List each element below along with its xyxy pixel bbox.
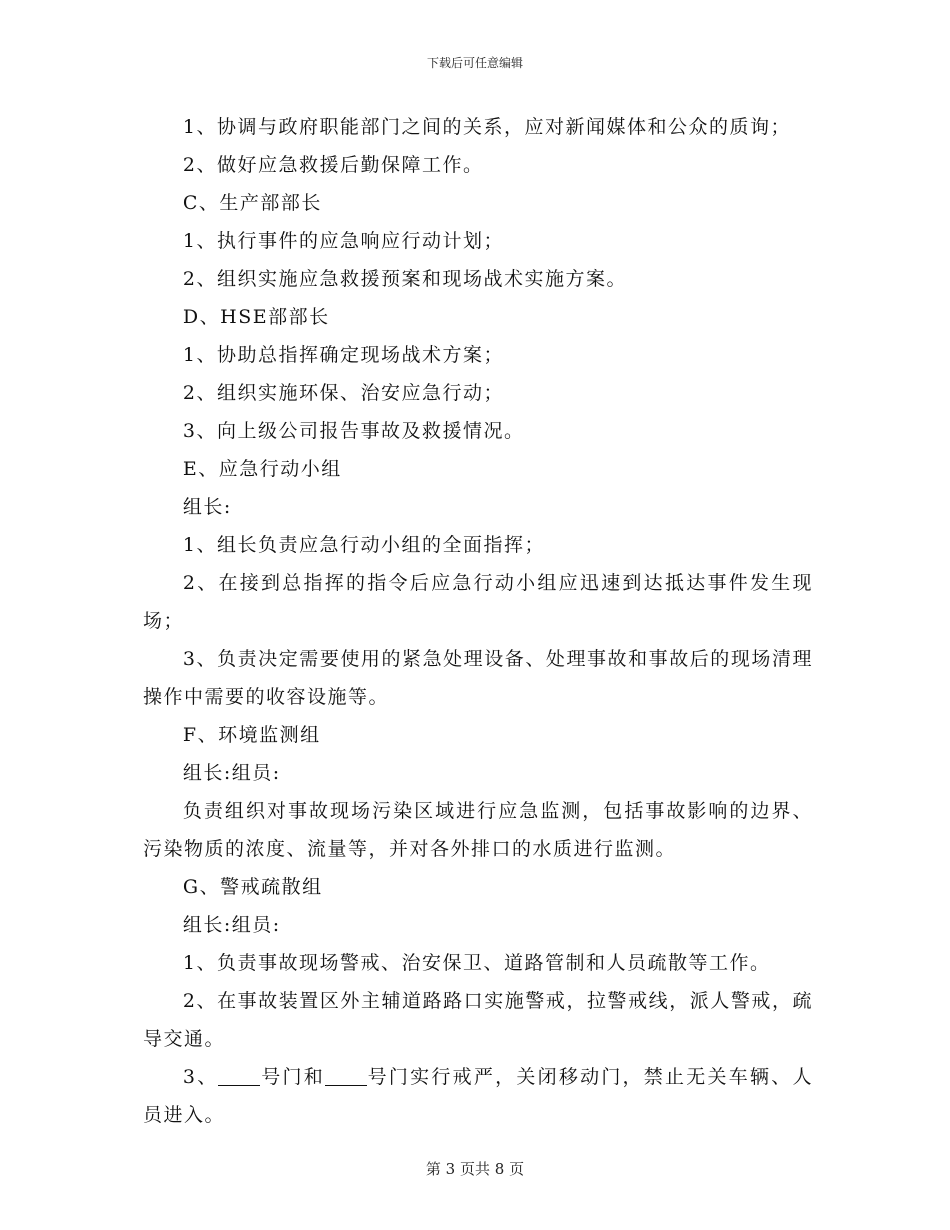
label-leader-members-monitoring: 组长:组员: <box>182 762 281 784</box>
heading-monitoring-team: F、环境监测组 <box>182 724 321 746</box>
paragraph-decide-equipment: 3、负责决定需要使用的紧急处理设备、处理事故和事故后的现场清理操作中需要的收容设施等。 <box>143 648 813 708</box>
gate-item-mid: 号门和 <box>260 1066 325 1088</box>
paragraph-monitoring-duty: 负责组织对事故现场污染区域进行应急监测，包括事故影响的边界、污染物质的浓度、流量等，并对各外排口的水质进行监测。 <box>143 800 813 860</box>
gate-item-prefix: 3、 <box>182 1066 219 1088</box>
paragraph-assist-commander: 1、协助总指挥确定现场战术方案； <box>182 344 504 366</box>
heading-hse-director: D、HSE部部长 <box>182 306 330 328</box>
paragraph-leader-command: 1、组长负责应急行动小组的全面指挥； <box>182 534 545 556</box>
label-leader-members-evacuation: 组长:组员: <box>182 914 281 936</box>
paragraph-report-upper: 3、向上级公司报告事故及救援情况。 <box>182 420 525 442</box>
paragraph-gate-control <box>143 1058 813 1134</box>
paragraph-environment-security: 2、组织实施环保、治安应急行动； <box>182 382 504 404</box>
document-body <box>143 108 813 1134</box>
gate-blank-1 <box>218 1066 260 1086</box>
page-header-note: 下载后可任意编辑 <box>426 56 523 70</box>
paragraph-execute-plan: 1、执行事件的应急响应行动计划； <box>182 230 504 252</box>
heading-production-director: C、生产部部长 <box>182 192 322 214</box>
paragraph-organize-plan: 2、组织实施应急救援预案和现场战术实施方案。 <box>182 268 627 290</box>
heading-emergency-team: E、应急行动小组 <box>182 458 342 480</box>
paragraph-public-relations: 1、协调与政府职能部门之间的关系，应对新闻媒体和公众的质询； <box>182 116 791 138</box>
page-number: 第 3 页共 8 页 <box>425 1160 525 1178</box>
paragraph-scene-security: 1、负责事故现场警戒、治安保卫、道路管制和人员疏散等工作。 <box>182 952 771 974</box>
paragraph-logistics: 2、做好应急救援后勤保障工作。 <box>182 154 484 176</box>
gate-item-suffix: 号门实行戒严，关闭移动门，禁止无关车辆、人员进入。 <box>143 1066 813 1126</box>
label-team-leader: 组长: <box>182 496 232 518</box>
heading-evacuation-team: G、警戒疏散组 <box>182 876 323 898</box>
paragraph-arrive-scene: 2、在接到总指挥的指令后应急行动小组应迅速到达抵达事件发生现场； <box>143 572 813 632</box>
gate-blank-2 <box>325 1066 367 1086</box>
paragraph-road-cordon: 2、在事故装置区外主辅道路路口实施警戒，拉警戒线，派人警戒，疏导交通。 <box>143 990 813 1050</box>
